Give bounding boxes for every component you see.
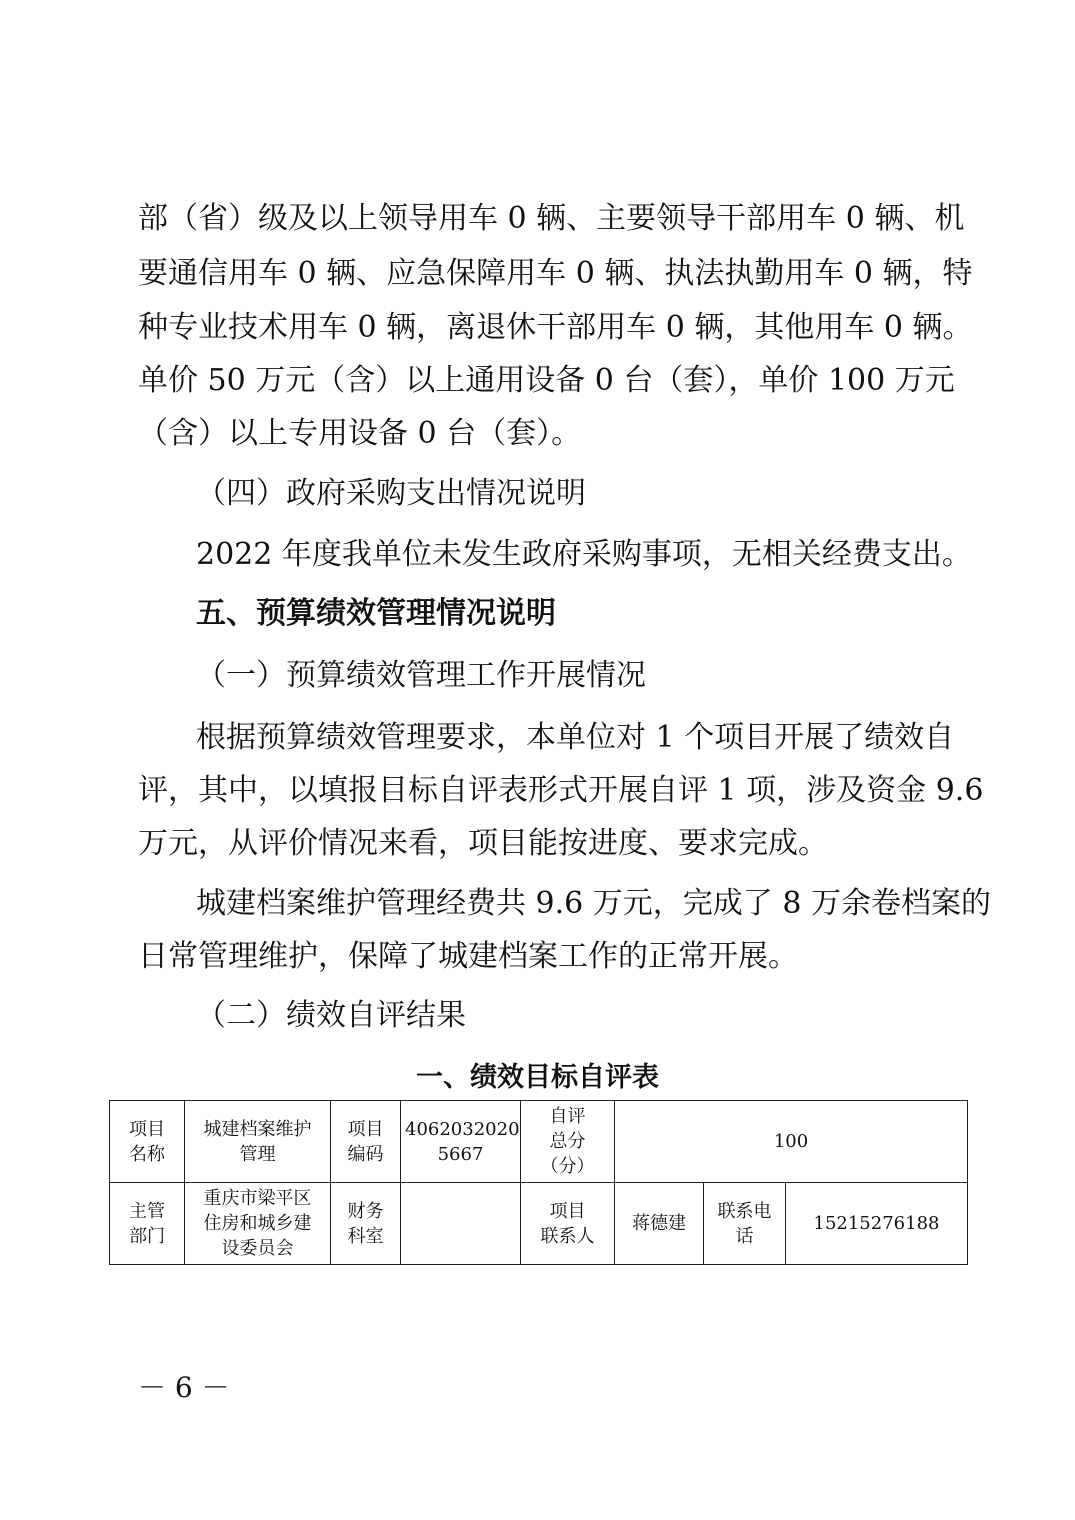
paragraph-line: 日常管理维护，保障了城建档案工作的正常开展。 [138, 939, 798, 974]
cell-score: 100 [615, 1101, 968, 1183]
cell-contact: 蒋德建 [615, 1183, 704, 1265]
cell-phone-label: 联系电 话 [704, 1183, 786, 1265]
paragraph-line: 部（省）级及以上领导用车 0 辆、主要领导干部用车 0 辆、机 [138, 201, 965, 236]
table-row [110, 1101, 968, 1183]
section-heading-procurement: （四）政府采购支出情况说明 [196, 476, 586, 511]
cell-dept-label: 主管 部门 [110, 1183, 185, 1265]
cell-contact-label: 项目 联系人 [521, 1183, 615, 1265]
paragraph-line: 城建档案维护管理经费共 9.6 万元，完成了 8 万余卷档案的 [196, 886, 991, 921]
paragraph-line: （含）以上专用设备 0 台（套）。 [138, 416, 582, 451]
cell-phone: 15215276188 [786, 1183, 968, 1265]
paragraph-line: 万元，从评价情况来看，项目能按进度、要求完成。 [138, 826, 828, 861]
cell-office-label: 财务 科室 [331, 1183, 401, 1265]
cell-score-label: 自评 总分 （分） [521, 1101, 615, 1183]
subsection-heading-work: （一）预算绩效管理工作开展情况 [196, 658, 646, 693]
paragraph-line: 评，其中，以填报目标自评表形式开展自评 1 项，涉及资金 9.6 [138, 773, 984, 808]
cell-project-code-label: 项目 编码 [331, 1101, 401, 1183]
self-evaluation-table [109, 1100, 968, 1265]
procurement-text: 2022 年度我单位未发生政府采购事项，无相关经费支出。 [196, 537, 972, 572]
table-row [110, 1183, 968, 1265]
paragraph-line: 种专业技术用车 0 辆，离退休干部用车 0 辆，其他用车 0 辆。 [138, 310, 973, 345]
table-title: 一、绩效目标自评表 [416, 1062, 659, 1093]
cell-dept: 重庆市梁平区 住房和城乡建 设委员会 [185, 1183, 331, 1265]
page-number: － 6 － [138, 1371, 230, 1404]
cell-office [401, 1183, 521, 1265]
cell-project-name: 城建档案维护 管理 [185, 1101, 331, 1183]
paragraph-line: 要通信用车 0 辆、应急保障用车 0 辆、执法执勤用车 0 辆，特 [138, 256, 973, 291]
paragraph-line: 根据预算绩效管理要求，本单位对 1 个项目开展了绩效自 [196, 720, 955, 755]
cell-project-name-label: 项目 名称 [110, 1101, 185, 1183]
subsection-heading-results: （二）绩效自评结果 [196, 998, 466, 1033]
section-heading-performance: 五、预算绩效管理情况说明 [196, 596, 556, 631]
cell-project-code: 4062032020 5667 [401, 1101, 521, 1183]
paragraph-line: 单价 50 万元（含）以上通用设备 0 台（套），单价 100 万元 [138, 363, 955, 398]
